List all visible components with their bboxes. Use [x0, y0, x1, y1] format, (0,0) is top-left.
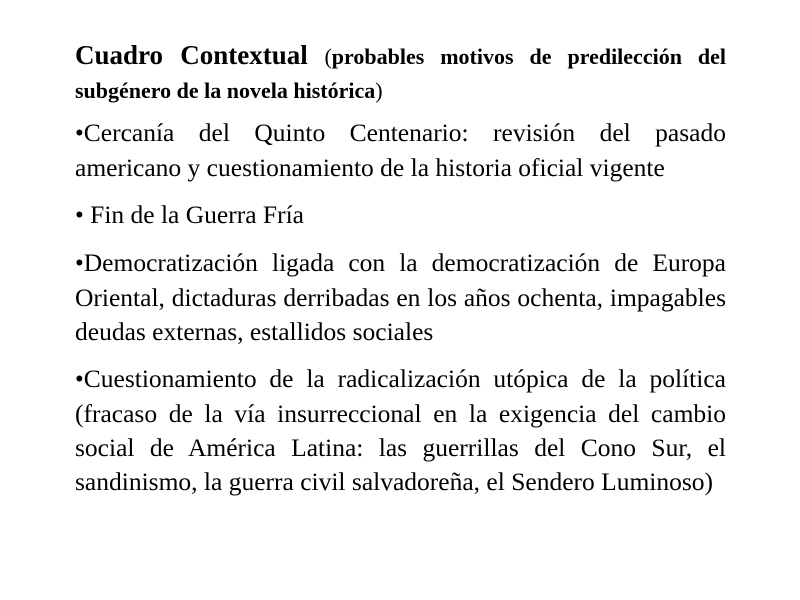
list-item [75, 116, 726, 185]
list-item-text: Democratización ligada con la democratización de Europa Oriental, dictaduras derribadas en los años ochenta, impagables deudas externas, estallidos sociales [75, 248, 726, 346]
list-item [75, 362, 726, 499]
bullet-icon: • [75, 250, 84, 277]
title-main: Cuadro Contextual [75, 40, 308, 70]
bullet-icon: • [75, 202, 84, 229]
title-open-paren: ( [324, 44, 332, 69]
bullet-icon: • [75, 120, 84, 147]
slide-content [75, 38, 726, 512]
title-close-paren: ) [375, 78, 383, 103]
bullet-icon: • [75, 366, 84, 393]
list-item-text: Cuestionamiento de la radicalización utópica de la política (fracaso de la vía insurreccional en la exigencia del cambio social de América Latina: las guerrillas del Cono Sur, el sandinismo, la guerra civil salvadoreña, el Sendero Luminoso) [75, 364, 726, 496]
list-item-text: Cercanía del Quinto Centenario: revisión del pasado americano y cuestionamiento de la historia oficial vigente [75, 118, 726, 182]
slide-title [75, 38, 726, 108]
list-item-text: Fin de la Guerra Fría [83, 200, 304, 229]
list-item [75, 246, 726, 349]
list-item [75, 198, 726, 233]
title-subtitle-text: probables motivos de predilección del subgénero de la novela histórica [75, 44, 726, 103]
